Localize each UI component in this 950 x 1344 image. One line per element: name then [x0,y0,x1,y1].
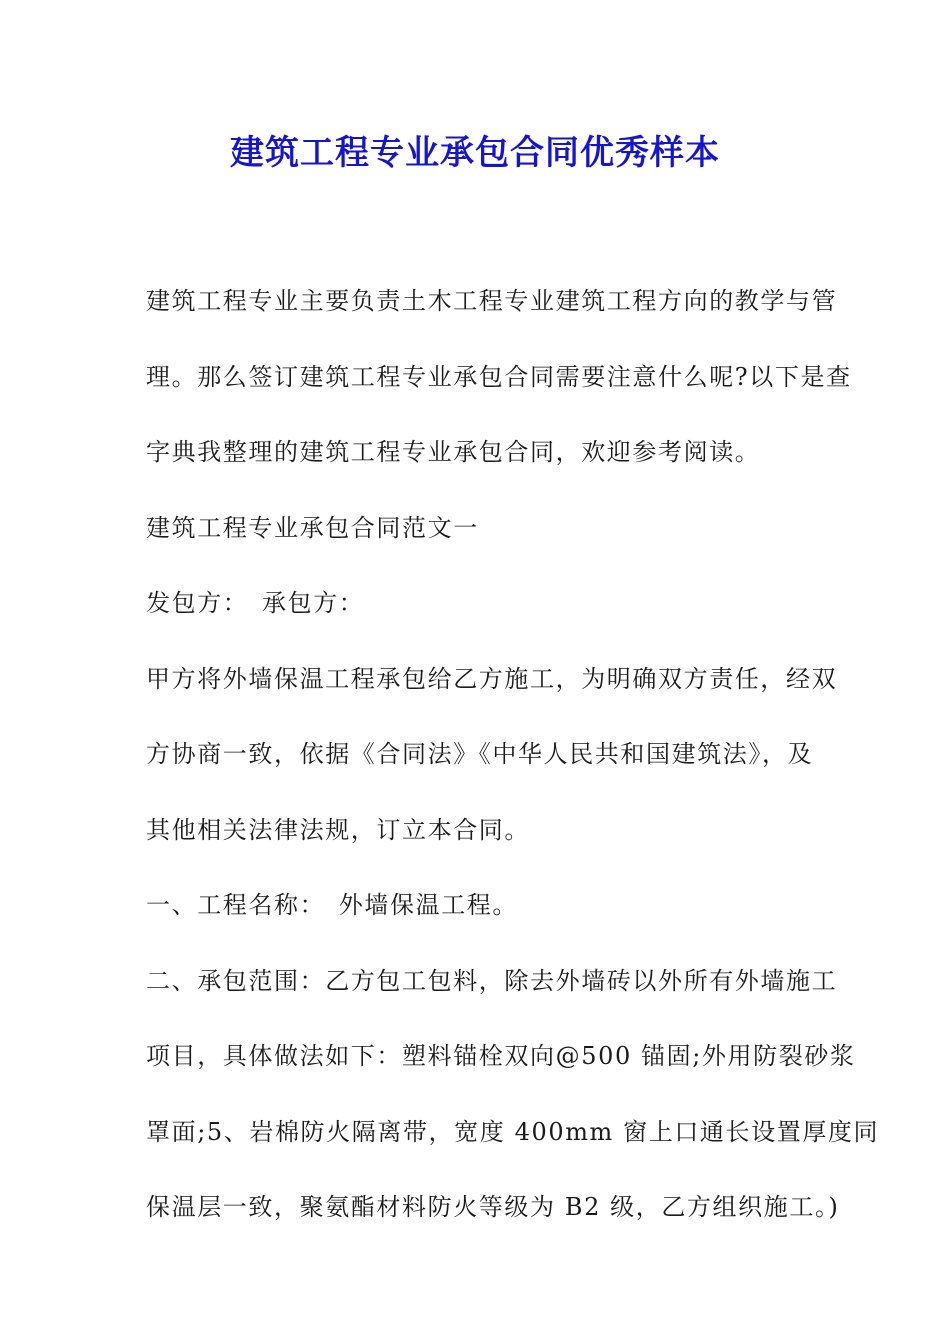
paragraph-line: 其他相关法律法规，订立本合同。 [146,815,530,844]
paragraph-line: 理。那么签订建筑工程专业承包合同需要注意什么呢?以下是查 [146,362,852,391]
clause-project-name: 一、工程名称： 外墙保温工程。 [146,891,518,919]
paragraph-line: 项目，具体做法如下：塑料锚栓双向@500 锚固;外用防裂砂浆 [146,1042,856,1070]
paragraph-line: 罩面;5、岩棉防火隔离带，宽度 400mm 窗上口通长设置厚度同 [146,1117,880,1146]
document-title: 建筑工程专业承包合同优秀样本 [230,133,720,173]
section-heading: 建筑工程专业承包合同范文一 [146,513,479,542]
parties-line: 发包方： 承包方： [146,589,365,617]
paragraph-line: 字典我整理的建筑工程专业承包合同，欢迎参考阅读。 [146,438,761,466]
clause-scope: 二、承包范围：乙方包工包料，除去外墙砖以外所有外墙施工 [146,966,838,995]
paragraph-line: 建筑工程专业主要负责土木工程专业建筑工程方向的教学与管 [146,287,838,315]
document-body [146,264,880,1246]
paragraph-line: 甲方将外墙保温工程承包给乙方施工，为明确双方责任，经双 [146,664,838,693]
paragraph-line: 保温层一致，聚氨酯材料防火等级为 B2 级，乙方组织施工。) [146,1193,840,1221]
paragraph-line: 方协商一致，依据《合同法》《中华人民共和国建筑法》，及 [146,740,814,768]
